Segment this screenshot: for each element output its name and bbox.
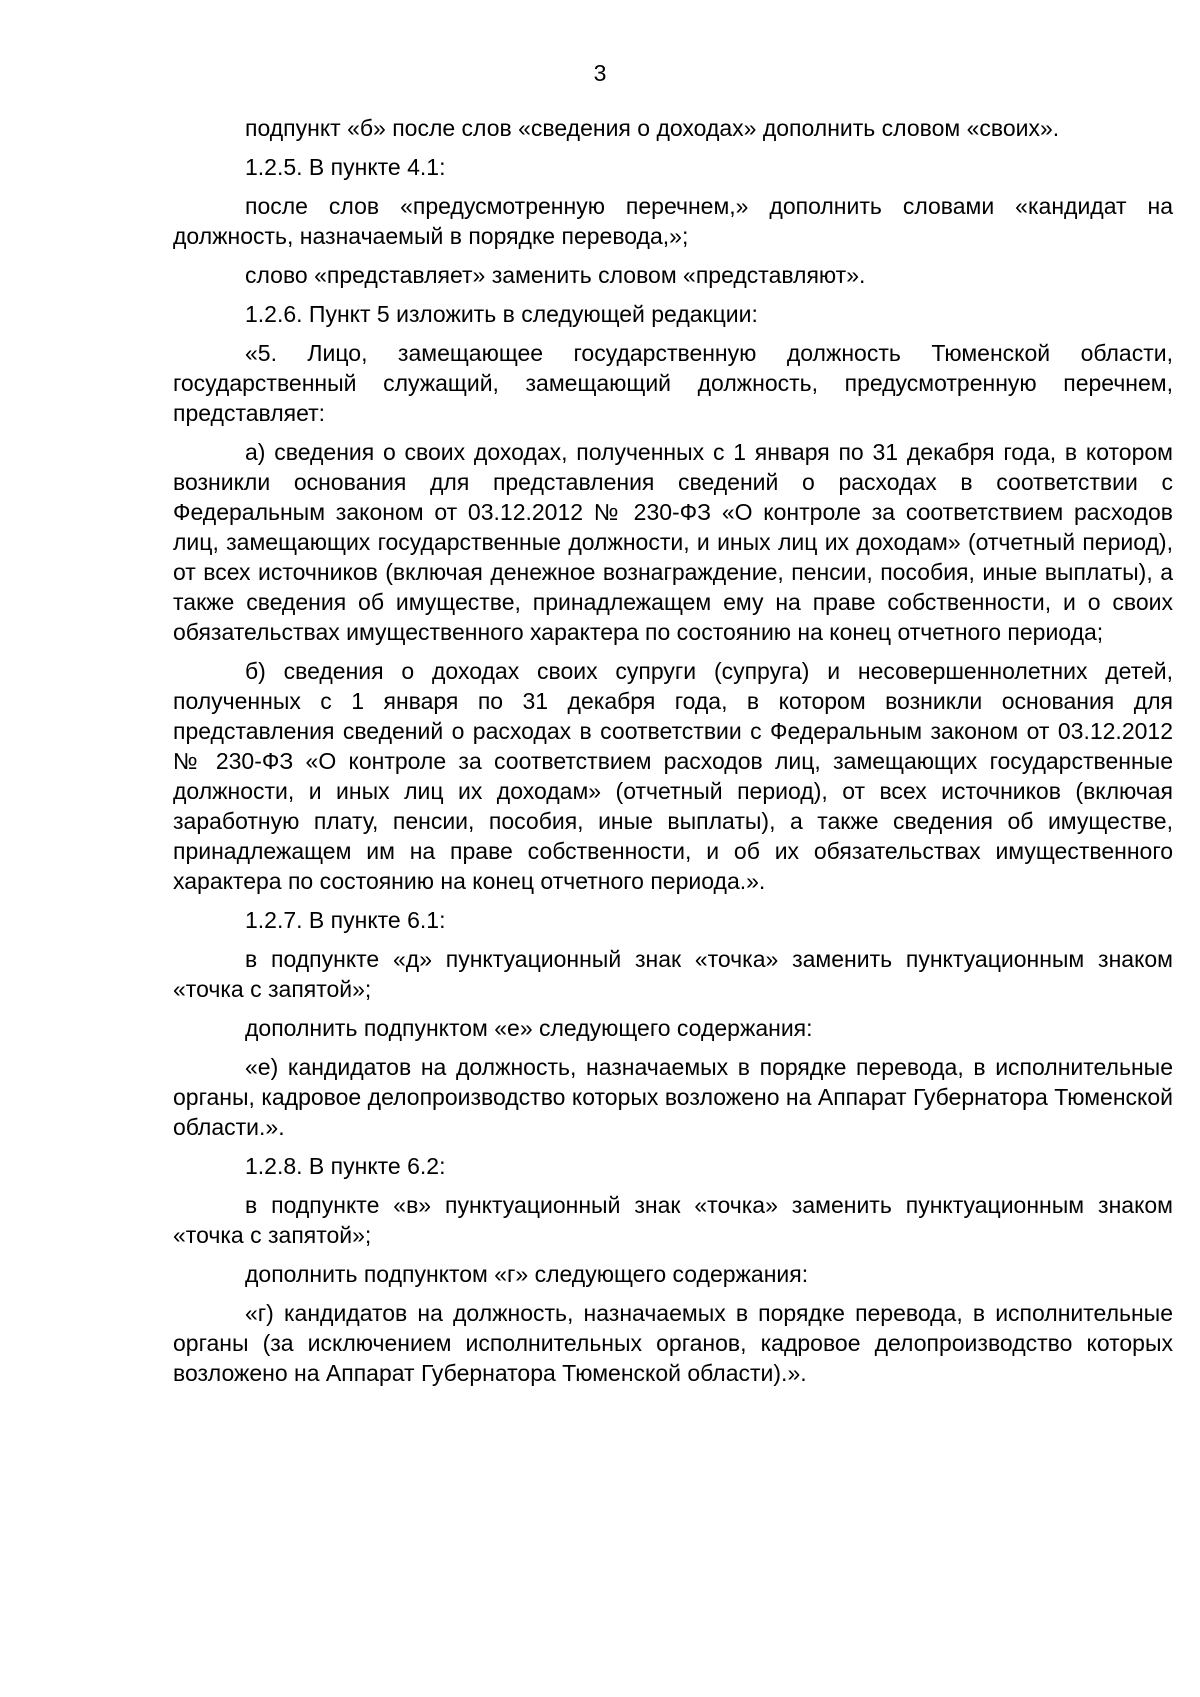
page-number: 3 (593, 60, 607, 86)
paragraph-2: 1.2.5. В пункте 4.1: (245, 154, 446, 180)
paragraph-15: дополнить подпунктом «г» следующего содержания: (245, 1261, 809, 1287)
paragraph-7: а) сведения о своих доходах, полученных с 1 января по 31 декабря года, в котором возникли основания для представления сведений о расходах в соответствии с Федеральным законом от 03.12.2012 № 230-ФЗ «О контроле за соответствием расходов лиц, замещающих государственные должности, и иных лиц их доходам» (отчетный период), от всех источников (включая денежное вознаграждение, пенсии, пособия, иные выплаты), а также сведения об имуществе, принадлежащем ему на праве собственности, и о своих обязательствах имущественного характера по состоянию на конец отчетного периода; (173, 439, 1173, 645)
paragraph-6: «5. Лицо, замещающее государственную должность Тюменской области, государственный служащий, замещающий должность, предусмотренную перечнем, представляет: (173, 340, 1173, 426)
paragraph-14: в подпункте «в» пунктуационный знак «точка» заменить пунктуационным знаком «точка с запятой»; (173, 1192, 1173, 1248)
paragraph-5: 1.2.6. Пункт 5 изложить в следующей редакции: (245, 301, 758, 327)
paragraph-11: дополнить подпунктом «е» следующего содержания: (245, 1015, 813, 1041)
paragraph-13: 1.2.8. В пункте 6.2: (245, 1153, 446, 1179)
paragraph-3: после слов «предусмотренную перечнем,» дополнить словами «кандидат на должность, назначаемый в порядке перевода,»; (173, 193, 1173, 249)
paragraph-1: подпункт «б» после слов «сведения о доходах» дополнить словом «своих». (245, 115, 1060, 141)
paragraph-9: 1.2.7. В пункте 6.1: (245, 907, 446, 933)
paragraph-4: слово «представляет» заменить словом «представляют». (245, 262, 866, 288)
paragraph-10: в подпункте «д» пунктуационный знак «точка» заменить пунктуационным знаком «точка с запятой»; (173, 946, 1173, 1002)
document-body (173, 113, 1173, 1397)
paragraph-8: б) сведения о доходах своих супруги (супруга) и несовершеннолетних детей, полученных с 1 января по 31 декабря года, в котором возникли основания для представления сведений о расходах в соответствии с Федеральным законом от 03.12.2012 № 230-ФЗ «О контроле за соответствием расходов лиц, замещающих государственные должности, и иных лиц их доходам» (отчетный период), от всех источников (включая заработную плату, пенсии, пособия, иные выплаты), а также сведения об имуществе, принадлежащем им на праве собственности, и об их обязательствах имущественного характера по состоянию на конец отчетного периода.». (173, 658, 1173, 894)
paragraph-16: «г) кандидатов на должность, назначаемых в порядке перевода, в исполнительные органы (за исключением исполнительных органов, кадровое делопроизводство которых возложено на Аппарат Губернатора Тюменской области).». (173, 1300, 1173, 1386)
paragraph-12: «е) кандидатов на должность, назначаемых в порядке перевода, в исполнительные органы, кадровое делопроизводство которых возложено на Аппарат Губернатора Тюменской области.». (173, 1054, 1173, 1140)
